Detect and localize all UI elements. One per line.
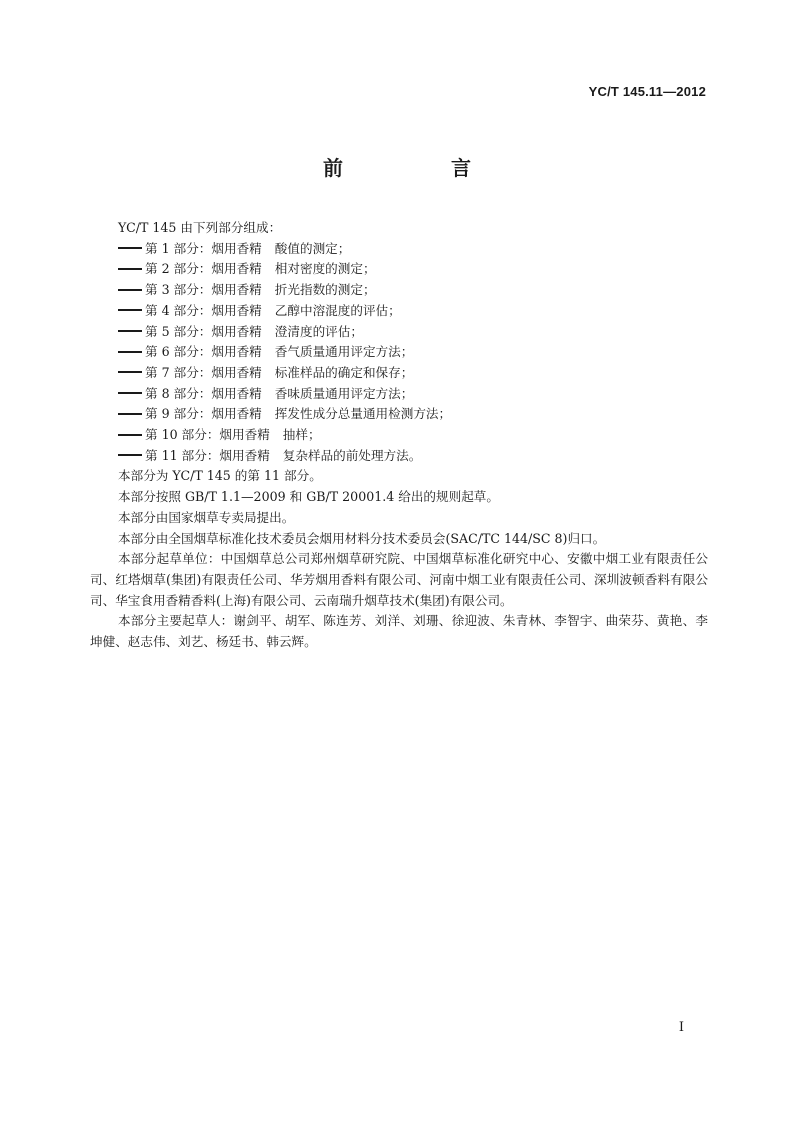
em-dash	[118, 309, 142, 311]
list-item: 第 4 部分：烟用香精 乙醇中溶混度的评估；	[90, 301, 708, 322]
drafting-units-paragraph: 本部分起草单位：中国烟草总公司郑州烟草研究院、中国烟草标准化研究中心、安徽中烟工业有限责任公司、红塔烟草(集团)有限责任公司、华芳烟用香料有限公司、河南中烟工业有限责任公司、深圳波顿香料有限公司、华宝食用香精香料(上海)有限公司、云南瑞升烟草技术(集团)有限公司。	[90, 551, 708, 608]
list-item: 第 11 部分：烟用香精 复杂样品的前处理方法。	[90, 446, 708, 467]
statement-proposer: 本部分由国家烟草专卖局提出。	[118, 509, 295, 525]
list-item: 第 2 部分：烟用香精 相对密度的测定；	[90, 259, 708, 280]
em-dash	[118, 434, 142, 436]
statement-part-number: 本部分为 YC/T 145 的第 11 部分。	[118, 468, 322, 484]
list-item: 第 8 部分：烟用香精 香味质量通用评定方法；	[90, 384, 708, 405]
list-item: 第 7 部分：烟用香精 标准样品的确定和保存；	[90, 363, 708, 384]
em-dash	[118, 392, 142, 394]
list-item: 第 10 部分：烟用香精 抽样；	[90, 425, 708, 446]
drafters-paragraph: 本部分主要起草人：谢剑平、胡军、陈连芳、刘洋、刘珊、徐迎波、朱青林、李智宇、曲荣芬、黄艳、李坤健、赵志伟、刘艺、杨廷书、韩云辉。	[90, 613, 708, 650]
parts-intro: YC/T 145 由下列部分组成：	[118, 220, 282, 235]
list-item: 第 1 部分：烟用香精 酸值的测定；	[90, 239, 708, 260]
statement-committee: 本部分由全国烟草标准化技术委员会烟用材料分技术委员会(SAC/TC 144/SC 8)归口。	[118, 530, 606, 546]
standard-code: YC/T 145.11—2012	[588, 84, 706, 99]
statement-drafting-rules: 本部分按照 GB/T 1.1—2009 和 GB/T 20001.4 给出的规则起草。	[118, 489, 499, 505]
em-dash	[118, 268, 142, 270]
list-item: 第 6 部分：烟用香精 香气质量通用评定方法；	[90, 342, 708, 363]
page-title: 前 言	[323, 156, 515, 180]
em-dash	[118, 289, 142, 291]
foreword-body	[90, 218, 708, 653]
list-item: 第 5 部分：烟用香精 澄清度的评估；	[90, 322, 708, 343]
parts-list	[90, 239, 708, 467]
em-dash	[118, 413, 142, 415]
em-dash	[118, 454, 142, 456]
page-number: I	[678, 1020, 684, 1035]
em-dash	[118, 247, 142, 249]
list-item: 第 3 部分：烟用香精 折光指数的测定；	[90, 280, 708, 301]
list-item: 第 9 部分：烟用香精 挥发性成分总量通用检测方法；	[90, 404, 708, 425]
em-dash	[118, 371, 142, 373]
em-dash	[118, 330, 142, 332]
em-dash	[118, 351, 142, 353]
